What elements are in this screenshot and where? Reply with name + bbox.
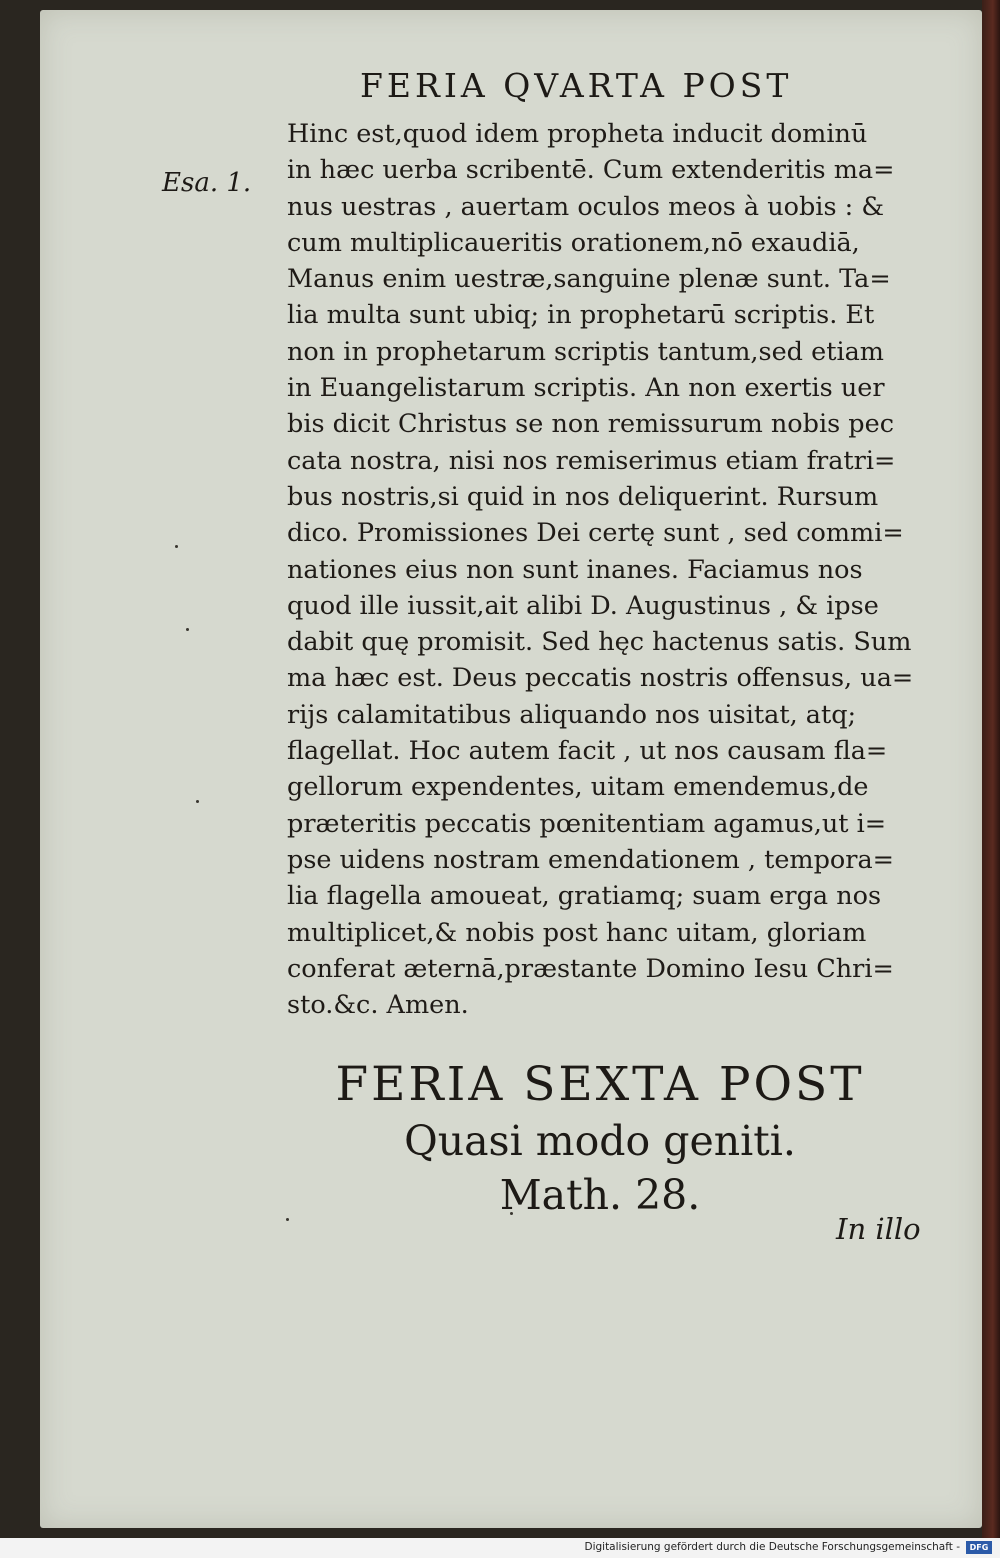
- text-line: in Euangelistarum scriptis. An non exertis uer: [287, 373, 885, 404]
- book-spine-edge: [982, 0, 1000, 1538]
- catchword: In illo: [836, 1212, 921, 1246]
- marginal-note: Esa. 1.: [162, 168, 252, 198]
- text-line: flagellat. Hoc autem facit , ut nos causam fla=: [287, 736, 888, 767]
- text-line: lia multa sunt ubiq; in prophetarū scriptis. Et: [287, 300, 875, 331]
- text-line: cum multiplicaueritis orationem,nō exaudiā,: [287, 227, 860, 258]
- scripture-reference: Math. 28.: [499, 1171, 701, 1219]
- paper-speck: [196, 800, 199, 803]
- section-heading: [260, 1056, 940, 1222]
- text-line: bis dicit Christus se non remissurum nobis pec: [287, 409, 895, 440]
- text-line: dabit quę promisit. Sed hęc hactenus satis. Sum: [287, 627, 912, 658]
- text-line: gellorum expendentes, uitam emendemus,de: [287, 772, 869, 803]
- text-line: lia flagella amoueat, gratiamq; suam erga nos: [287, 881, 882, 912]
- paper-speck: [186, 628, 189, 631]
- text-line: præteritis peccatis pœnitentiam agamus,ut i=: [287, 808, 887, 839]
- funding-credit: Digitalisierung gefördert durch die Deutsche Forschungsgemeinschaft -: [584, 1541, 960, 1553]
- text-line: sto.&c. Amen.: [287, 990, 469, 1021]
- section-subtitle: Quasi modo geniti.: [404, 1117, 796, 1165]
- text-line: in hæc uerba scribentē. Cum extenderitis ma=: [287, 155, 895, 186]
- text-line: nus uestras , auertam oculos meos à uobis : &: [287, 191, 885, 222]
- text-line: ma hæc est. Deus peccatis nostris offensus, ua=: [287, 663, 914, 694]
- text-line: conferat æternā,præstante Domino Iesu Chri=: [287, 953, 894, 984]
- text-line: pse uidens nostram emendationem , tempora=: [287, 844, 895, 875]
- text-line: quod ille iussit,ait alibi D. Augustinus , & ipse: [287, 590, 879, 621]
- running-head: FERIA QVARTA POST: [360, 66, 793, 105]
- text-line: cata nostra, nisi nos remiserimus etiam fratri=: [287, 445, 896, 476]
- body-text: [287, 116, 967, 1023]
- dfg-logo: DFG: [966, 1541, 992, 1554]
- text-line: Hinc est,quod idem propheta inducit dominū: [287, 119, 868, 149]
- text-line: non in prophetarum scriptis tantum,sed etiam: [287, 336, 884, 367]
- paper-speck: [175, 545, 178, 548]
- text-line: bus nostris,si quid in nos deliquerint. Rursum: [287, 481, 879, 512]
- text-line: nationes eius non sunt inanes. Faciamus nos: [287, 554, 863, 585]
- text-line: Manus enim uestræ,sanguine plenæ sunt. Ta=: [287, 264, 891, 295]
- text-line: dico. Promissiones Dei certę sunt , sed commi=: [287, 518, 904, 549]
- text-line: multiplicet,& nobis post hanc uitam, gloriam: [287, 917, 867, 948]
- footer-bar: [0, 1538, 1000, 1558]
- text-line: rijs calamitatibus aliquando nos uisitat, atq;: [287, 699, 857, 730]
- section-title: FERIA SEXTA POST: [335, 1057, 865, 1112]
